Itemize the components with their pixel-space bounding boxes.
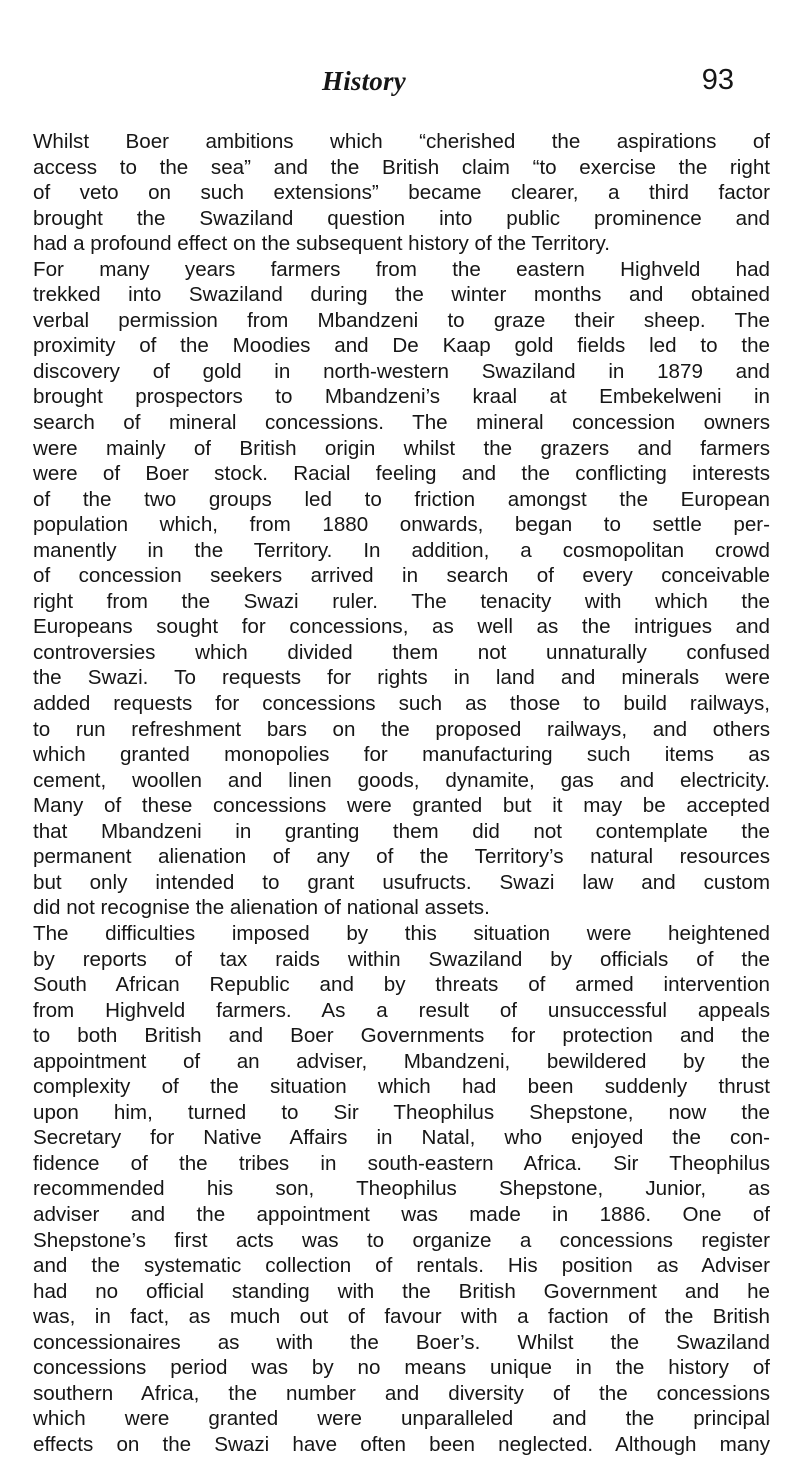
text-line: were of Boer stock. Racial feeling and the conflicting interests (33, 462, 770, 486)
text-line: South African Republic and by threats of armed intervention (33, 973, 770, 997)
text-line: and the systematic collection of rentals. His position as Adviser (33, 1254, 770, 1278)
text-line: of the two groups led to friction amongst the European (33, 487, 770, 511)
text-line: from Highveld farmers. As a result of unsuccessful appeals (33, 998, 770, 1022)
text-line: controversies which divided them not unnaturally confused (33, 640, 770, 664)
text-line: verbal permission from Mbandzeni to graze their sheep. The (33, 308, 770, 332)
chapter-title: History (322, 66, 406, 96)
page-number: 93 (701, 64, 734, 96)
text-line: of veto on such extensions” became clearer, a third factor (33, 181, 770, 205)
text-line: fidence of the tribes in south-eastern Africa. Sir Theophilus (33, 1151, 770, 1175)
text-line: discovery of gold in north-western Swaziland in 1879 and (33, 359, 770, 383)
text-line: had no official standing with the British Government and he (33, 1279, 770, 1303)
text-line: had a profound effect on the subsequent history of the Territory. (33, 232, 610, 256)
text-line: search of mineral concessions. The mineral concession owners (33, 411, 770, 435)
text-line: to run refreshment bars on the proposed railways, and others (33, 717, 770, 741)
text-line: For many years farmers from the eastern Highveld had (33, 257, 770, 281)
text-line: Whilst Boer ambitions which “cherished the aspirations of (33, 130, 770, 153)
text-line: was, in fact, as much out of favour with a faction of the British (33, 1305, 770, 1329)
text-line: concessions period was by no means unique in the history of (33, 1356, 770, 1380)
text-line: but only intended to grant usufructs. Swazi law and custom (33, 870, 770, 894)
text-line: adviser and the appointment was made in 1886. One of (33, 1202, 770, 1226)
text-line: manently in the Territory. In addition, a cosmopolitan crowd (33, 538, 770, 562)
text-line: southern Africa, the number and diversity of the concessions (33, 1381, 770, 1405)
text-line: appointment of an adviser, Mbandzeni, bewildered by the (33, 1049, 770, 1073)
text-line: The difficulties imposed by this situation were heightened (33, 921, 770, 945)
text-line: which granted monopolies for manufacturing such items as (33, 743, 770, 767)
running-head (0, 66, 800, 106)
text-line: population which, from 1880 onwards, began to settle per- (33, 513, 770, 537)
text-line: proximity of the Moodies and De Kaap gold fields led to the (33, 334, 770, 358)
text-line: Europeans sought for concessions, as well as the intrigues and (33, 615, 770, 639)
text-line: right from the Swazi ruler. The tenacity with which the (33, 589, 770, 613)
text-line: trekked into Swaziland during the winter months and obtained (33, 283, 770, 307)
text-line: by reports of tax raids within Swaziland by officials of the (33, 947, 770, 971)
text-line: concessionaires as with the Boer’s. Whilst the Swaziland (33, 1330, 770, 1354)
text-line: which were granted were unparalleled and the principal (33, 1407, 770, 1431)
text-line: of concession seekers arrived in search of every conceivable (33, 564, 770, 588)
text-line: cement, woollen and linen goods, dynamite, gas and electricity. (33, 768, 770, 792)
text-line: did not recognise the alienation of national assets. (33, 896, 490, 920)
text-line: permanent alienation of any of the Territory’s natural resources (33, 845, 770, 869)
text-line: the Swazi. To requests for rights in land and minerals were (33, 666, 770, 690)
text-line: that Mbandzeni in granting them did not contemplate the (33, 819, 770, 843)
text-line: Secretary for Native Affairs in Natal, who enjoyed the con- (33, 1126, 770, 1150)
text-line: to both British and Boer Governments for protection and the (33, 1024, 770, 1048)
text-line: access to the sea” and the British claim “to exercise the right (33, 155, 770, 179)
text-line: brought the Swaziland question into public prominence and (33, 206, 770, 230)
text-line: effects on the Swazi have often been neglected. Although many (33, 1432, 770, 1456)
text-line: complexity of the situation which had been suddenly thrust (33, 1075, 770, 1099)
text-line: recommended his son, Theophilus Shepstone, Junior, as (33, 1177, 770, 1201)
text-line: Shepstone’s first acts was to organize a concessions register (33, 1228, 770, 1252)
text-line: brought prospectors to Mbandzeni’s kraal at Embekelweni in (33, 385, 770, 409)
text-line: Many of these concessions were granted but it may be accepted (33, 794, 770, 818)
text-line: upon him, turned to Sir Theophilus Shepstone, now the (33, 1100, 770, 1124)
body-text (33, 129, 770, 1457)
text-line: were mainly of British origin whilst the grazers and farmers (33, 436, 770, 460)
text-line: added requests for concessions such as those to build railways, (33, 692, 770, 716)
